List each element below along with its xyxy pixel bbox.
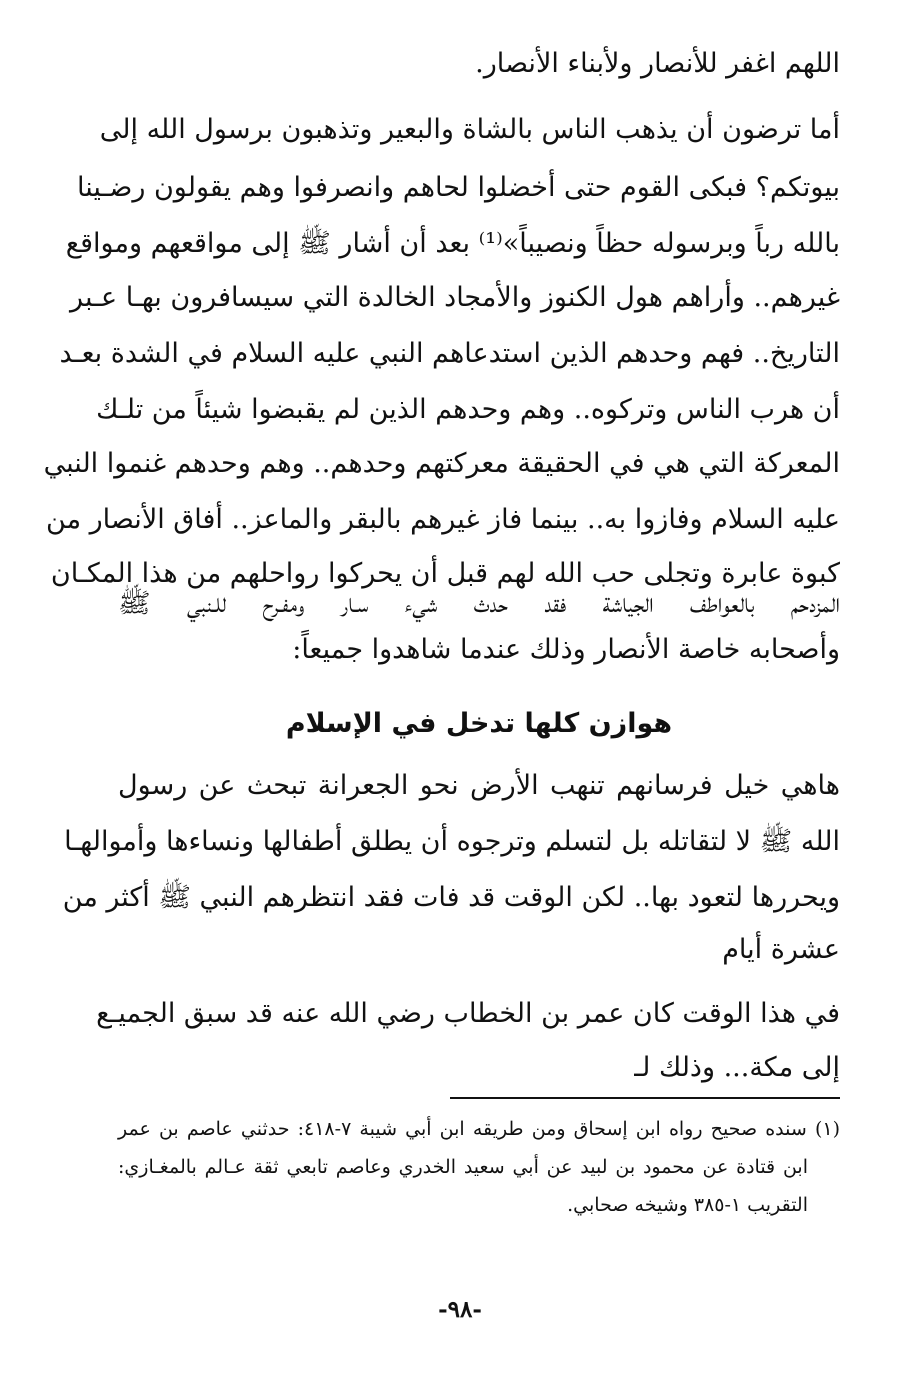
body-line: أما ترضون أن يذهب الناس بالشاة والبعير وتذهبون برسول الله إلى xyxy=(99,114,840,145)
footnote-line: ابن قتادة عن محمود بن لبيد عن أبي سعيد الخدري وعاصم تابعي ثقة عـالم بالمغـازي: xyxy=(118,1156,808,1178)
body-line: المزدحم بالعواطف الجياشة فقد حدث شيء سـار ومفـرح للـنبي ﷺ xyxy=(118,588,840,619)
body-line: عليه السلام وفازوا به.. بينما فاز غيرهم بالبقر والماعز.. أفاق الأنصار من xyxy=(46,504,840,535)
body-line: هاهي خيل فرسانهم تنهب الأرض نحو الجعرانة تبحث عن رسول xyxy=(118,770,840,801)
body-line: في هذا الوقت كان عمر بن الخطاب رضي الله عنه قد سبق الجميـع xyxy=(96,998,840,1029)
body-line: ويحررها لتعود بها.. لكن الوقت قد فات فقد انتظرهم النبي ﷺ أكثر من xyxy=(62,882,840,913)
body-line: بالله رباً وبرسوله حظاً ونصيباً»⁽¹⁾ بعد أن أشار ﷺ إلى مواقعهم ومواقع xyxy=(65,228,840,259)
body-line: بيوتكم؟ فبكى القوم حتى أخضلوا لحاهم وانصرفوا وهم يقولون رضـينا xyxy=(76,172,840,203)
body-line: أن هرب الناس وتركوه.. وهم وحدهم الذين لم يقبضوا شيئاً من تلـك xyxy=(96,394,840,425)
body-line: الله ﷺ لا لتقاتله بل لتسلم وترجوه أن يطلق أطفالها ونساءها وأموالهـا xyxy=(64,826,840,857)
body-line: المعركة التي هي في الحقيقة معركتهم وحدهم.. وهم وحدهم غنموا النبي xyxy=(43,448,840,479)
footnote-line: التقريب ١-٣٨٥ وشيخه صحابي. xyxy=(567,1194,808,1216)
body-line: اللهم اغفر للأنصار ولأبناء الأنصار. xyxy=(475,48,840,79)
body-line: كبوة عابرة وتجلى حب الله لهم قبل أن يحركوا رواحلهم من هذا المكـان xyxy=(50,558,840,589)
body-line: وأصحابه خاصة الأنصار وذلك عندما شاهدوا جميعاً: xyxy=(292,634,840,665)
footnote-line: (١) سنده صحيح رواه ابن إسحاق ومن طريقه ابن أبي شيبة ٧-٤١٨: حدثني عاصم بن عمر xyxy=(118,1118,840,1140)
footnote-separator xyxy=(450,1097,840,1099)
body-line: التاريخ.. فهم وحدهم الذين استدعاهم النبي عليه السلام في الشدة بعـد xyxy=(59,338,840,369)
body-line: إلى مكة... وذلك لـ xyxy=(634,1052,840,1083)
body-line: عشرة أيام xyxy=(722,934,840,965)
section-heading: هوازن كلها تدخل في الإسلام xyxy=(285,708,673,739)
page-number: -٩٨- xyxy=(438,1296,482,1323)
body-line: غيرهم.. وأراهم هول الكنوز والأمجاد الخالدة التي سيسافرون بهـا عـبر xyxy=(70,282,840,313)
